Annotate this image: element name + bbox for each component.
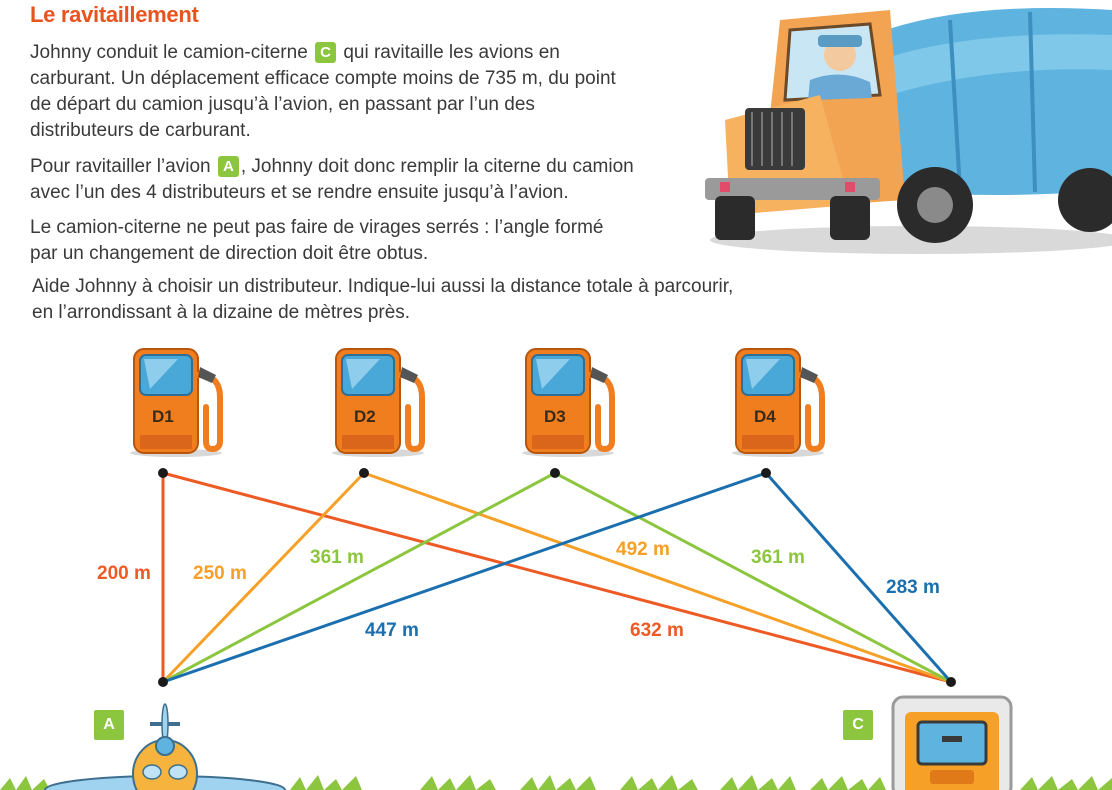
airplane-illustration — [45, 704, 285, 790]
para1-line1-rest: qui ravitaille les avions en — [343, 42, 560, 63]
fuel-pump-label: D3 — [544, 407, 566, 426]
para1-line2: carburant. Un déplacement efficace compte moins de 735 m, du point — [30, 68, 616, 89]
fuel-pump-icon — [330, 345, 435, 457]
para4-line2: en l’arrondissant à la dizaine de mètres près. — [32, 302, 411, 323]
para3-line1: Le camion-citerne ne peut pas faire de virages serrés : l’angle formé — [30, 217, 604, 238]
fuel-pump-d3 — [520, 345, 625, 462]
fuel-pump-d4 — [730, 345, 835, 462]
route-node — [158, 468, 168, 478]
route-node — [550, 468, 560, 478]
fuel-pump-icon — [520, 345, 625, 457]
route-segment — [163, 473, 766, 682]
segment-distance-label: 447 m — [365, 620, 419, 641]
truck-front-illustration — [893, 697, 1011, 790]
segment-distance-label: 632 m — [630, 620, 684, 641]
section-title: Le ravitaillement — [30, 2, 199, 27]
badge-c: C — [315, 42, 336, 63]
fuel-pump-icon — [128, 345, 233, 457]
route-lines — [163, 473, 951, 682]
fuel-pump-label: D4 — [754, 407, 776, 426]
segment-distance-label: 492 m — [616, 539, 670, 560]
para2-line2: avec l’un des 4 distributeurs et se rendre ensuite jusqu’à l’avion. — [30, 182, 569, 203]
segment-distance-label: 361 m — [751, 547, 805, 568]
route-segment — [163, 473, 951, 682]
segment-distance-label: 200 m — [97, 563, 151, 584]
route-node — [359, 468, 369, 478]
para1-line4: distributeurs de carburant. — [30, 120, 251, 141]
point-a-badge: A — [94, 710, 124, 740]
para2-prefix: Pour ravitailler l’avion — [30, 156, 211, 177]
segment-distance-label: 283 m — [886, 577, 940, 598]
fuel-pump-label: D2 — [354, 407, 376, 426]
fuel-pump-d2 — [330, 345, 435, 462]
route-segment — [364, 473, 951, 682]
badge-a: A — [218, 156, 239, 177]
para4-line1: Aide Johnny à choisir un distributeur. Indique-lui aussi la distance totale à parcourir, — [32, 276, 734, 297]
fuel-pump-d1 — [128, 345, 233, 462]
para1-prefix: Johnny conduit le camion-citerne — [30, 42, 308, 63]
segment-distance-label: 361 m — [310, 547, 364, 568]
point-c-badge: C — [843, 710, 873, 740]
segment-distance-label: 250 m — [193, 563, 247, 584]
para2-line1-rest: , Johnny doit donc remplir la citerne du camion — [240, 156, 634, 177]
para1-line3: de départ du camion jusqu’à l’avion, en passant par l’un des — [30, 94, 535, 115]
route-node — [761, 468, 771, 478]
fuel-pump-icon — [730, 345, 835, 457]
para3-line2: par un changement de direction doit être obtus. — [30, 243, 429, 264]
route-node — [946, 677, 956, 687]
route-node — [158, 677, 168, 687]
fuel-pump-label: D1 — [152, 407, 174, 426]
